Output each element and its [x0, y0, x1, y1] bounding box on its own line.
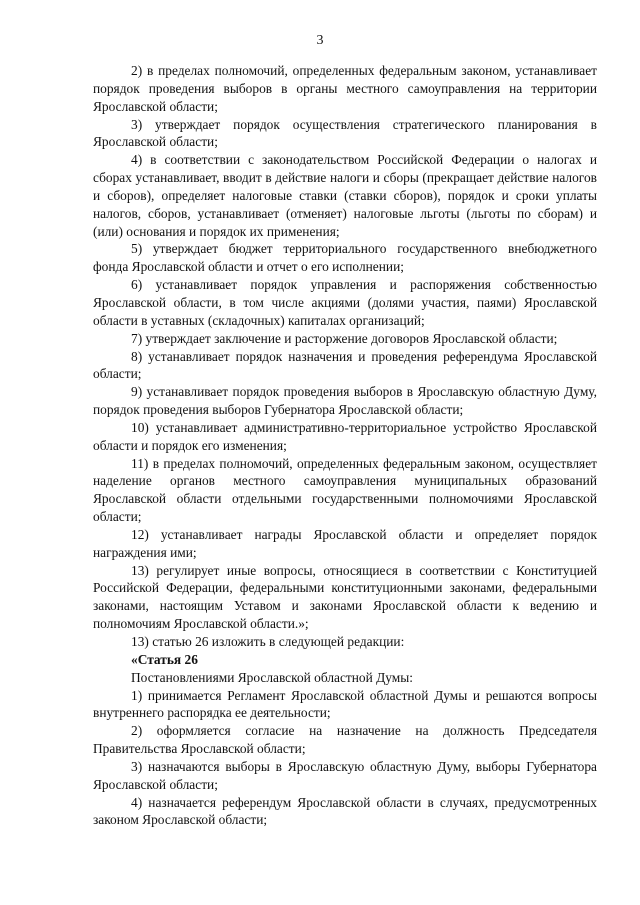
paragraph-item-7: 7) утверждает заключение и расторжение договоров Ярославской области; — [131, 330, 558, 346]
paragraph-item-3: 3) утверждает порядок осуществления стратегического планирования в Ярославской области; — [93, 116, 597, 150]
article-heading: «Статья 26 — [131, 651, 198, 667]
paragraph-item-4: 4) в соответствии с законодательством Российской Федерации о налогах и сборах устанавливает, вводит в действие налоги и сборы (прекращает действие налогов и сборов), определяет налоговые ставки (ставки сборов), порядок и сроки уплаты налогов, сборов, устанавливает (отменяет) налоговые льготы (льготы по сборам) и (или) основания и порядок их применения; — [93, 152, 597, 239]
paragraph-item-10: 10) устанавливает административно-территориальное устройство Ярославской области и порядок его изменения; — [93, 419, 597, 453]
paragraph-item-5: 5) утверждает бюджет территориального государственного внебюджетного фонда Ярославской области и отчет о его исполнении; — [93, 241, 597, 275]
paragraph-item-12: 12) устанавливает награды Ярославской области и определяет порядок награждения ими; — [93, 526, 597, 560]
paragraph-item-6: 6) устанавливает порядок управления и распоряжения собственностью Ярославской области, в том числе акциями (долями участия, паями) Ярославской области в уставных (складочных) капиталах организаций; — [93, 277, 597, 328]
paragraph-item-9: 9) устанавливает порядок проведения выборов в Ярославскую областную Думу, порядок проведения выборов Губернатора Ярославской области; — [93, 384, 597, 418]
paragraph-item-2: 2) в пределах полномочий, определенных федеральным законом, устанавливает порядок проведения выборов в органы местного самоуправления на территории Ярославской области; — [93, 63, 597, 114]
paragraph-item-8: 8) устанавливает порядок назначения и проведения референдума Ярославской области; — [93, 348, 597, 382]
paragraph-item-13: 13) регулирует иные вопросы, относящиеся в соответствии с Конституцией Российской Федерации, федеральными конституционными законами, федеральными законами, настоящим Уставом и законами Ярославской области к ведению и полномочиям Ярославской области.»; — [93, 562, 597, 632]
page-number: 3 — [316, 33, 324, 48]
article-item-2: 2) оформляется согласие на назначение на должность Председателя Правительства Ярославской области; — [93, 723, 597, 757]
paragraph-item-11: 11) в пределах полномочий, определенных федеральным законом, осуществляет наделение органов местного самоуправления муниципальных образований Ярославской области отдельными государственными полномочиями Ярославской области; — [93, 455, 597, 525]
amendment-13-intro: 13) статью 26 изложить в следующей редакции: — [131, 634, 405, 649]
article-item-4: 4) назначается референдум Ярославской области в случаях, предусмотренных законом Ярославской области; — [93, 794, 597, 828]
article-intro: Постановлениями Ярославской областной Думы: — [131, 669, 413, 685]
article-item-3: 3) назначаются выборы в Ярославскую областную Думу, выборы Губернатора Ярославской области; — [93, 758, 597, 792]
document-body — [93, 62, 597, 829]
article-item-1: 1) принимается Регламент Ярославской областной Думы и решаются вопросы внутреннего распорядка ее деятельности; — [93, 687, 597, 721]
